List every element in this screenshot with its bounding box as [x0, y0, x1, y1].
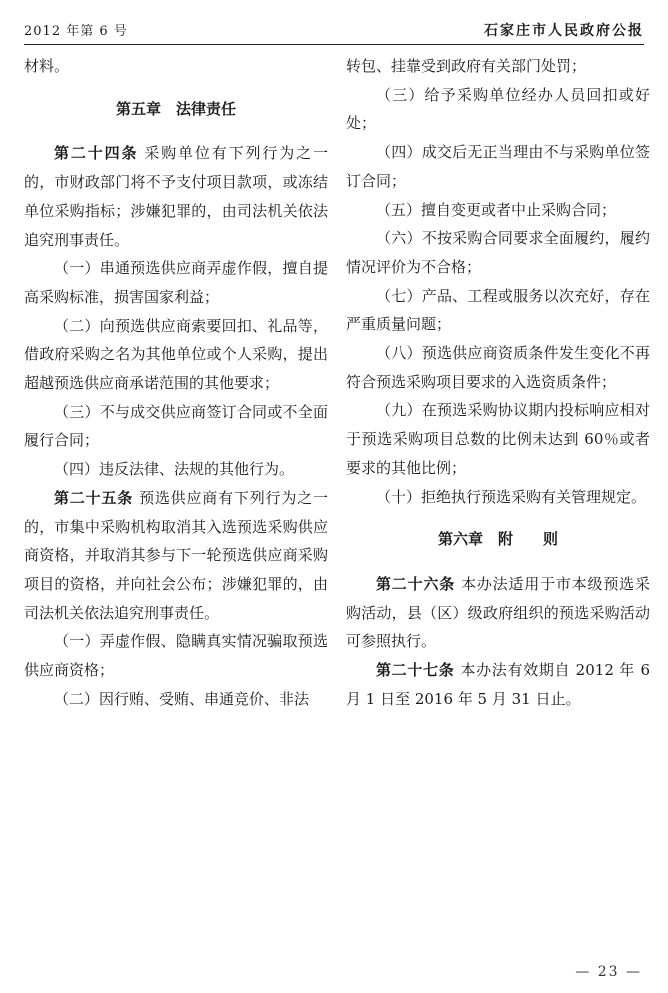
- clause-item: （四）违反法律、法规的其他行为。: [54, 460, 295, 479]
- clause-item: （五）擅自变更或者中止采购合同；: [376, 200, 617, 219]
- article-paragraph: [346, 656, 650, 713]
- article-paragraph: [24, 484, 328, 628]
- chapter-heading: 第五章 法律责任: [115, 99, 236, 118]
- issue-number: 2012 年第 6 号: [24, 24, 128, 39]
- chapter-heading: 第六章 附 则: [437, 530, 558, 549]
- clause-item: （一）串通预选供应商弄虚作假，擅自提高采购标准，损害国家利益；: [24, 259, 328, 306]
- continuation-text: 材料。: [24, 57, 70, 75]
- left-column: [24, 52, 328, 713]
- article-text: 预选供应商有下列行为之一的，市集中采购机构取消其入选预选采购供应商资格，并取消其参与下一轮预选供应商采购项目的资格，并向社会公布；涉嫌犯罪的，由司法机关依法追究刑事责任。: [24, 488, 328, 622]
- article-label: 第二十四条: [54, 144, 139, 163]
- clause-item: （四）成交后无正当理由不与采购单位签订合同；: [346, 143, 650, 190]
- gazette-title: 石家庄市人民政府公报: [484, 23, 644, 39]
- article-text: 本办法适用于市本级预选采购活动，县（区）级政府组织的预选采购活动可参照执行。: [346, 574, 650, 651]
- page-number: — 23 —: [575, 964, 642, 980]
- clause-item: （十）拒绝执行预选采购有关管理规定。: [376, 487, 647, 506]
- article-label: 第二十五条: [54, 488, 134, 507]
- article-label: 第二十七条: [376, 661, 455, 680]
- clause-item: （九）在预选采购协议期内投标响应相对于预选采购项目总数的比例未达到 60％或者要求的其他比例；: [346, 401, 650, 477]
- article-paragraph: [346, 570, 650, 656]
- right-column: [346, 52, 650, 713]
- article-paragraph: [24, 139, 328, 254]
- continuation-text: 转包、挂靠受到政府有关部门处罚；: [346, 57, 587, 75]
- article-text: 采购单位有下列行为之一的，市财政部门将不予支付项目款项，或冻结单位采购指标；涉嫌犯罪的，由司法机关依法追究刑事责任。: [24, 144, 328, 249]
- clause-item: （三）不与成交供应商签订合同或不全面履行合同；: [24, 402, 328, 450]
- clause-item: （二）向预选供应商索要回扣、礼品等，借政府采购之名为其他单位或个人采购，提出超越预选供应商承诺范围的其他要求；: [24, 316, 328, 393]
- clause-item: （七）产品、工程或服务以次充好，存在严重质量问题；: [346, 286, 650, 334]
- article-text: 本办法有效期自 2012 年 6 月 1 日至 2016 年 5 月 31 日止。: [346, 661, 650, 708]
- clause-item: （二）因行贿、受贿、串通竞价、非法: [54, 689, 310, 708]
- clause-item: （六）不按采购合同要求全面履约，履约情况评价为不合格；: [346, 229, 650, 276]
- page-header: [24, 0, 644, 45]
- clause-item: （一）弄虚作假、隐瞒真实情况骗取预选供应商资格；: [24, 632, 328, 680]
- clause-item: （三）给予采购单位经办人员回扣或好处；: [346, 85, 650, 133]
- clause-item: （八）预选供应商资质条件发生变化不再符合预选采购项目要求的入选资质条件；: [346, 344, 650, 391]
- article-label: 第二十六条: [376, 574, 456, 593]
